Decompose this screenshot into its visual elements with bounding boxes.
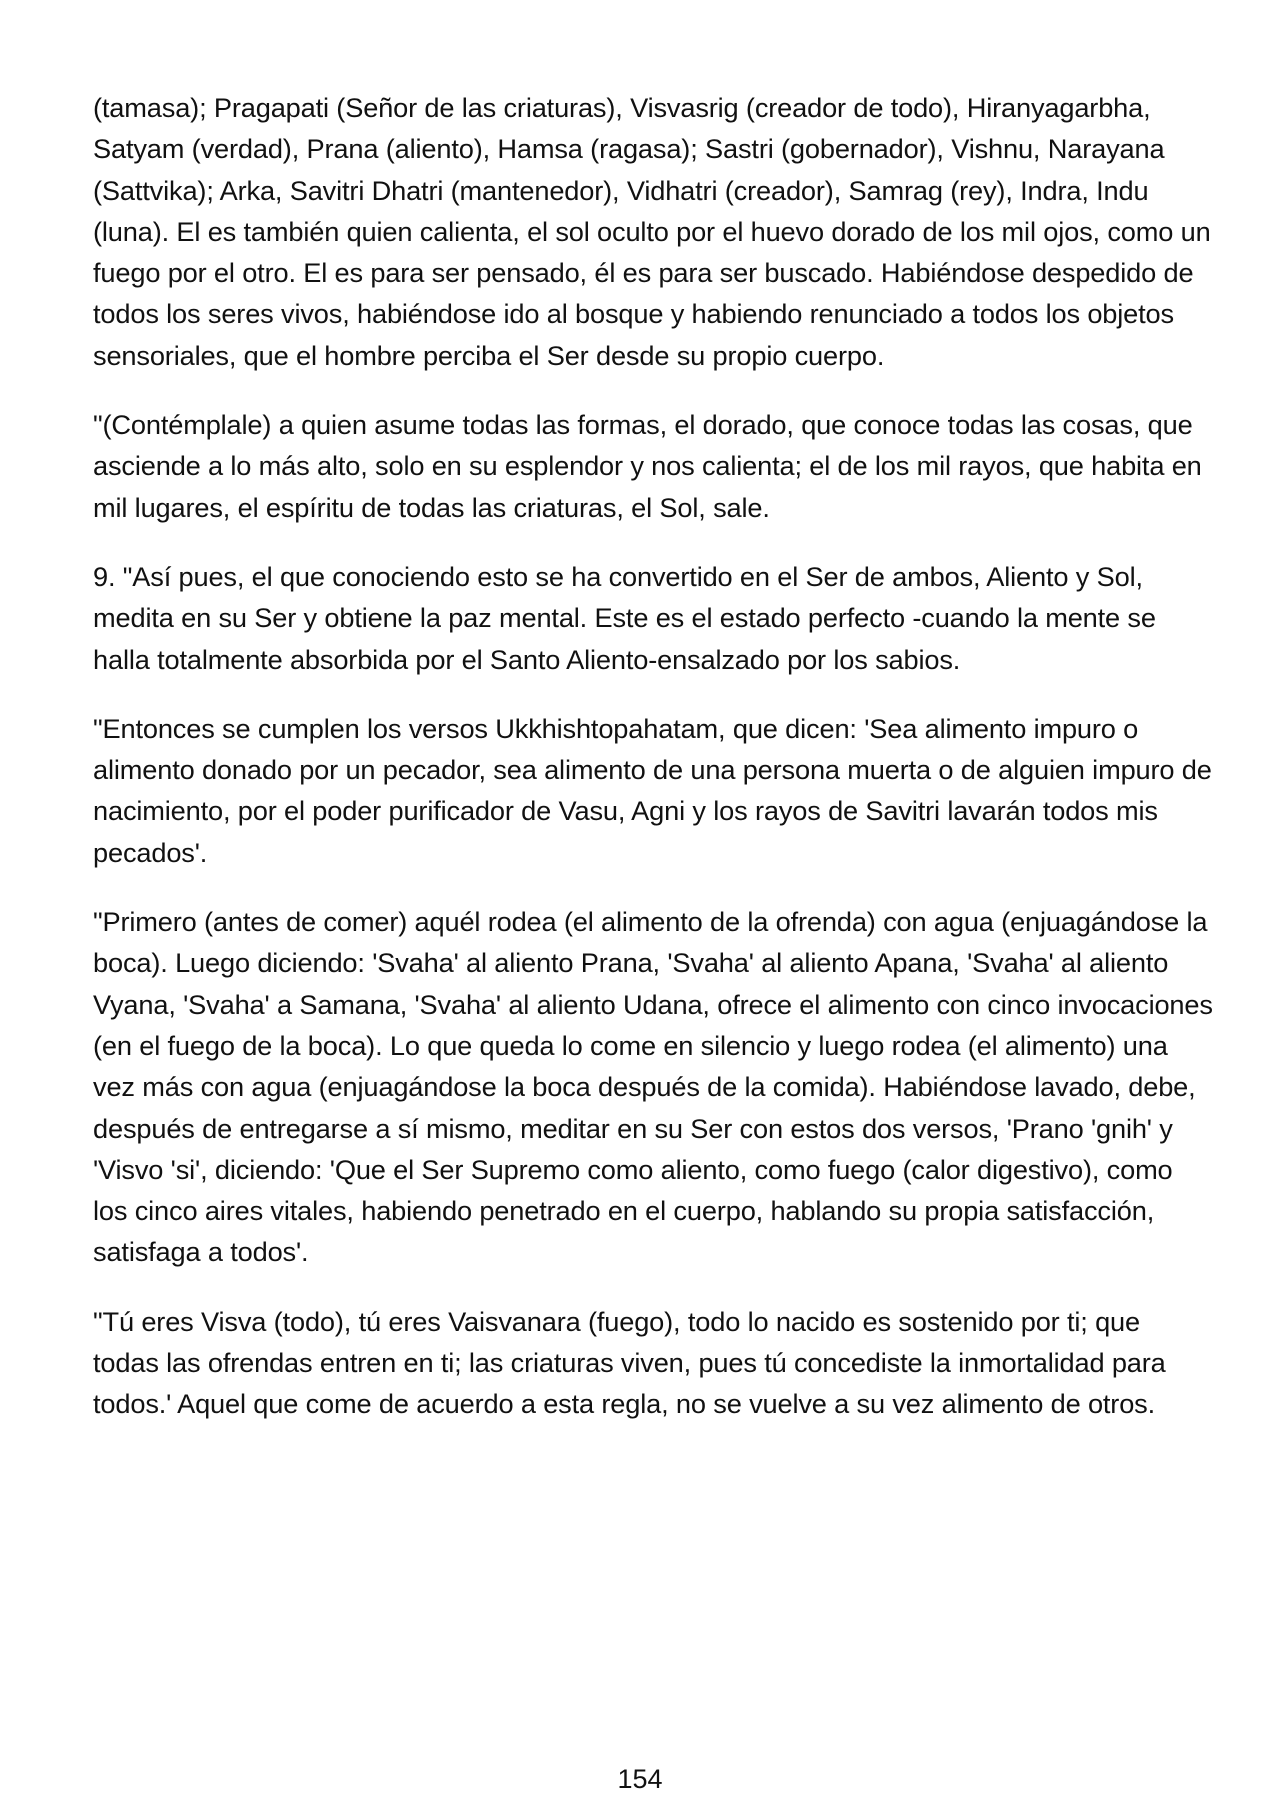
- paragraph-1: (tamasa); Pragapati (Señor de las criaturas), Visvasrig (creador de todo), Hiranyagarbha, Satyam (verdad), Prana (aliento), Hamsa (ragasa); Sastri (gobernador), Vishnu, Narayana (Sattvika); Arka, Savitri Dhatri (mantenedor), Vidhatri (creador), Samrag (rey), Indra, Indu (luna). El es también quien calienta, el sol oculto por el huevo dorado de los mil ojos, como un fuego por el otro. El es para ser pensado, él es para ser buscado. Habiéndose despedido de todos los seres vivos, habiéndose ido al bosque y habiendo renunciado a todos los objetos sensoriales, que el hombre perciba el Ser desde su propio cuerpo.: [93, 92, 1211, 371]
- paragraph-6: "Tú eres Visva (todo), tú eres Vaisvanara (fuego), todo lo nacido es sostenido por ti; que todas las ofrendas entren en ti; las criaturas viven, pues tú concediste la inmortalidad para todos.' Aquel que come de acuerdo a esta regla, no se vuelve a su vez alimento de otros.: [93, 1305, 1166, 1420]
- paragraph-5: "Primero (antes de comer) aquél rodea (el alimento de la ofrenda) con agua (enjuagándose la boca). Luego diciendo: 'Svaha' al aliento Prana, 'Svaha' al aliento Apana, 'Svaha' al aliento Vyana, 'Svaha' a Samana, 'Svaha' al aliento Udana, ofrece el alimento con cinco invocaciones (en el fuego de la boca). Lo que queda lo come en silencio y luego rodea (el alimento) una vez más con agua (enjuagándose la boca después de la comida). Habiéndose lavado, debe, después de entregarse a sí mismo, meditar en su Ser con estos dos versos, 'Prano 'gnih' y 'Visvo 'si', diciendo: 'Que el Ser Supremo como aliento, como fuego (calor digestivo), como los cinco aires vitales, habiendo penetrado en el cuerpo, hablando su propia satisfacción, satisfaga a todos'.: [93, 906, 1213, 1268]
- page-number: 154: [617, 1764, 663, 1794]
- paragraph-3: 9. "Así pues, el que conociendo esto se ha convertido en el Ser de ambos, Aliento y Sol, medita en su Ser y obtiene la paz mental. Este es el estado perfecto -cuando la mente se halla totalmente absorbida por el Santo Aliento-ensalzado por los sabios.: [93, 560, 1156, 675]
- paragraph-2: "(Contémplale) a quien asume todas las formas, el dorado, que conoce todas las cosas, que asciende a lo más alto, solo en su esplendor y nos calienta; el de los mil rayos, que habita en mil lugares, el espíritu de todas las criaturas, el Sol, sale.: [93, 409, 1202, 523]
- paragraph-4: "Entonces se cumplen los versos Ukkhishtopahatam, que dicen: 'Sea alimento impuro o alimento donado por un pecador, sea alimento de una persona muerta o de alguien impuro de nacimiento, por el poder purificador de Vasu, Agni y los rayos de Savitri lavarán todos mis pecados'.: [93, 712, 1212, 868]
- page-body: [93, 87, 1213, 1453]
